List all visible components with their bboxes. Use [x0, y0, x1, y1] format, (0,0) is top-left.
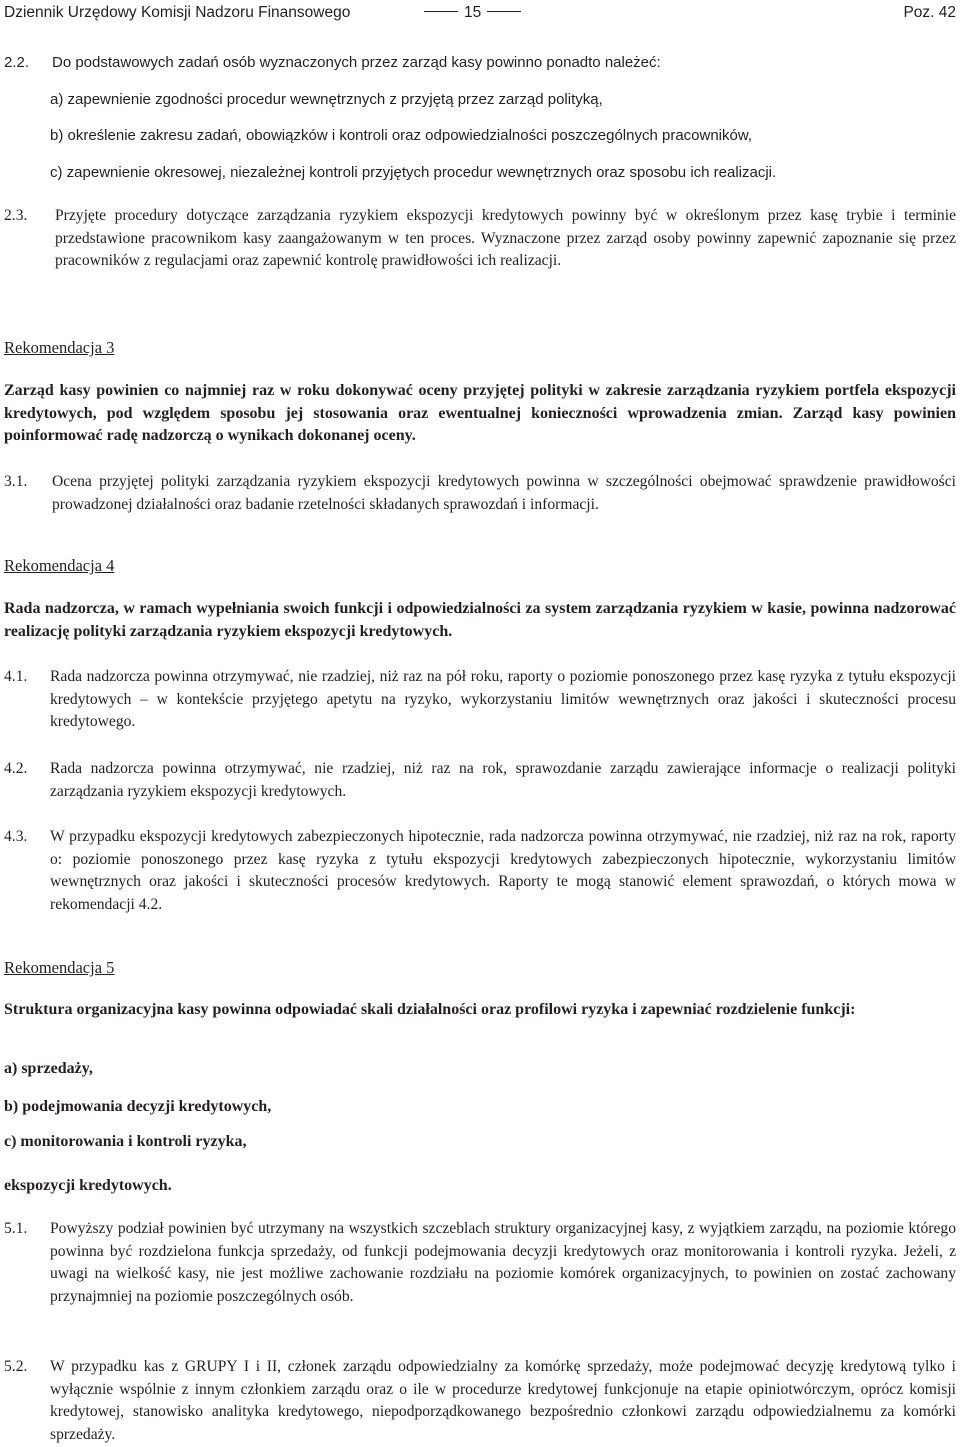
page-number-value: 15 — [464, 4, 482, 21]
function-item-b: b) podejmowania decyzji kredytowych, — [4, 1098, 272, 1115]
position-label: Poz. 42 — [903, 4, 956, 21]
section-text: Rada nadzorcza powinna otrzymywać, nie rzadziej, niż raz na pół roku, raporty o poziomie ponoszonego przez kasę ryzyka z tytułu ekspozycji kredytowych – w kontekście przyjętego apetytu na ryzyko, wykorzystaniu limitów wewnętrznych oraz jakości i skuteczności procesu kredytowego. — [50, 668, 956, 731]
section-number: 5.1. — [4, 1220, 28, 1237]
section-text: W przypadku ekspozycji kredytowych zabezpieczonych hipotecznie, rada nadzorcza powinna otrzymywać, nie rzadziej, niż raz na rok, raporty o: poziomie ponoszonego przez kasę ryzyka z tytułu ekspozycji kredytowych zabezpieczonych hipotecznie, wykorzystaniu limitów wewnętrznych oraz jakości i skuteczności procesów kredytowych. Raporty te mogą stanowić element sprawozdań, o których mowa w rekomendacji 4.2. — [50, 828, 956, 913]
function-item-c: c) monitorowania i kontroli ryzyka, — [4, 1133, 247, 1150]
page-number — [418, 2, 527, 25]
section-text: W przypadku kas z GRUPY I i II, członek zarządu odpowiedzialny za komórkę sprzedaży, może podejmować decyzję kredytową tylko i wyłącznie wspólnie z innym członkiem zarządu oraz o ile w procedurze kredytowej funkcjonuje na etapie opiniotwórczym, oprócz komisji kredytowej, stanowisko analityka kredytowego, niepodporządkowanego bezpośrednio członkowi zarządu odpowiedzialnemu za komórki sprzedaży. — [50, 1358, 956, 1443]
section-number: 3.1. — [4, 473, 28, 490]
section-text: Do podstawowych zadań osób wyznaczonych przez zarząd kasy powinno ponadto należeć: — [52, 54, 661, 71]
section-text: Rada nadzorcza powinna otrzymywać, nie rzadziej, niż raz na rok, sprawozdanie zarządu zawierające informacje o realizacji polityki zarządzania ryzykiem ekspozycji kredytowych. — [50, 760, 956, 800]
dash-left — [424, 11, 458, 12]
section-number: 4.1. — [4, 668, 28, 685]
dash-right — [487, 11, 521, 12]
list-item-b: b) określenie zakresu zadań, obowiązków i kontroli oraz odpowiedzialności poszczególnych pracowników, — [50, 127, 753, 144]
section-number: 2.2. — [4, 54, 30, 71]
section-text: Ocena przyjętej polityki zarządzania ryzykiem ekspozycji kredytowych powinna w szczególności obejmować sprawdzenie prawidłowości prowadzonej działalności oraz badanie rzetelności składanych sprawozdań i informacji. — [52, 473, 956, 513]
section-number: 2.3. — [4, 207, 28, 224]
rekomendacja-3-lead: Zarząd kasy powinien co najmniej raz w roku dokonywać oceny przyjętej polityki w zakresie zarządzania ryzykiem portfela ekspozycji kredytowych, pod względem sposobu jej stosowania oraz ewentualnej konieczności wprowadzenia zmian. Zarząd kasy powinien poinformować radę nadzorczą o wynikach dokonanej oceny. — [4, 382, 956, 445]
page-header — [4, 2, 956, 24]
rekomendacja-5-heading: Rekomendacja 5 — [4, 958, 115, 977]
section-text: Powyższy podział powinien być utrzymany na wszystkich szczeblach struktury organizacyjnej kasy, z wyjątkiem zarządu, na poziomie którego powinna być rozdzielona funkcja sprzedaży, od funkcji podejmowania decyzji kredytowych oraz monitorowania i kontroli ryzyka. Jeżeli, z uwagi na wielkość kasy, nie jest możliwe zachowanie rozdziału na poziomie komórek organizacyjnych, to powinien on zostać zachowany przynajmniej na poziomie poszczególnych osób. — [50, 1220, 956, 1305]
section-4-1 — [4, 666, 956, 734]
section-4-2 — [4, 758, 956, 803]
section-number: 4.2. — [4, 760, 28, 777]
rekomendacja-5-tail: ekspozycji kredytowych. — [4, 1177, 172, 1194]
section-text: Przyjęte procedury dotyczące zarządzania ryzykiem ekspozycji kredytowych powinny być w określonym przez kasę trybie i terminie przedstawione pracownikom kasy zaangażowanym w ten proces. Wyznaczone przez zarząd osoby powinny zapewnić zapoznanie się przez pracowników z regulacjami oraz zapewnić kontrolę prawidłowości ich realizacji. — [55, 207, 956, 270]
section-4-3 — [4, 826, 956, 916]
section-2-3 — [4, 205, 956, 273]
section-5-2 — [4, 1356, 956, 1446]
section-3-1 — [4, 471, 956, 516]
section-2-2 — [4, 52, 956, 75]
rekomendacja-4-heading: Rekomendacja 4 — [4, 556, 115, 575]
section-number: 4.3. — [4, 828, 28, 845]
list-item-c: c) zapewnienie okresowej, niezależnej kontroli przyjętych procedur wewnętrznych oraz sposobu ich realizacji. — [50, 164, 777, 181]
rekomendacja-3-heading: Rekomendacja 3 — [4, 338, 115, 357]
function-item-a: a) sprzedaży, — [4, 1060, 93, 1077]
list-item-a: a) zapewnienie zgodności procedur wewnętrznych z przyjętą przez zarząd polityką, — [50, 91, 603, 108]
rekomendacja-5-lead: Struktura organizacyjna kasy powinna odpowiadać skali działalności oraz profilowi ryzyka i zapewniać rozdzielenie funkcji: — [4, 1001, 856, 1018]
section-5-1 — [4, 1218, 956, 1308]
rekomendacja-4-lead: Rada nadzorcza, w ramach wypełniania swoich funkcji i odpowiedzialności za system zarządzania ryzykiem w kasie, powinna nadzorować realizację polityki zarządzania ryzykiem ekspozycji kredytowych. — [4, 600, 956, 640]
section-number: 5.2. — [4, 1358, 28, 1375]
journal-title: Dziennik Urzędowy Komisji Nadzoru Finansowego — [4, 4, 351, 21]
